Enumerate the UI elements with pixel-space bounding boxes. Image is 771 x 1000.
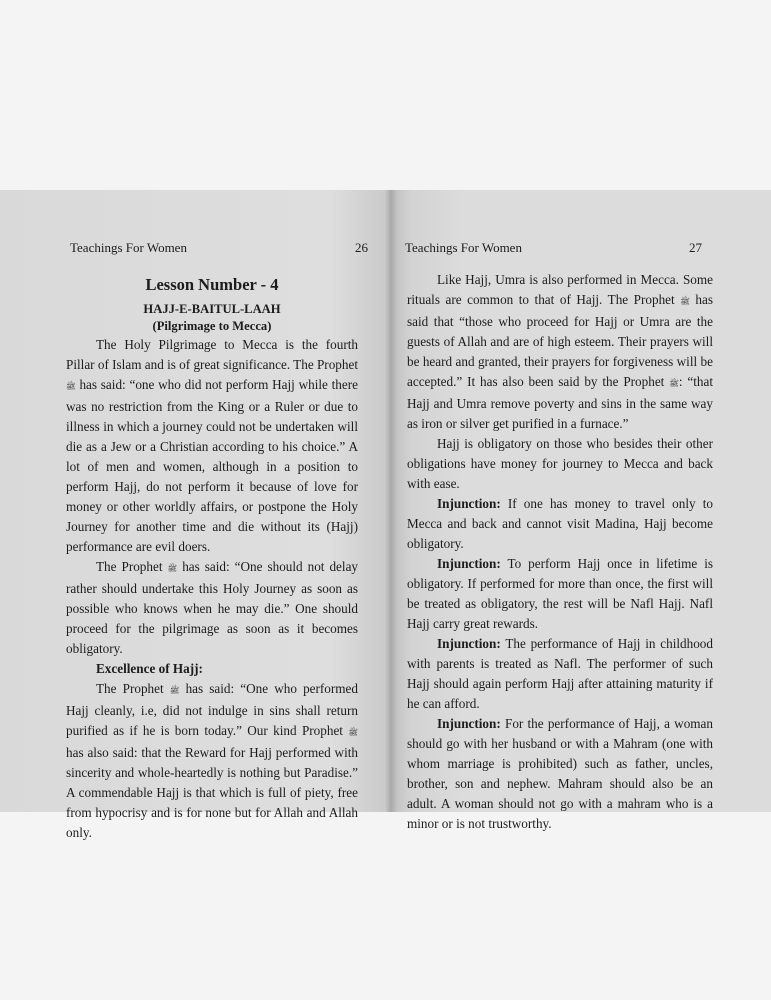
lesson-subtitle-english: (Pilgrimage to Mecca) [152, 319, 272, 333]
injunction-label: Injunction: [437, 636, 501, 651]
injunction-paragraph: Injunction: If one has money to travel only to Mecca and back and cannot visit Madina, Hajj become obligatory. [407, 496, 713, 551]
section-heading: Excellence of Hajj: [96, 661, 203, 676]
injunction-label: Injunction: [437, 556, 501, 571]
pbuh-symbol-icon: ﷺ [680, 297, 690, 306]
injunction-paragraph: Injunction: The performance of Hajj in childhood with parents is treated as Nafl. The performer of such Hajj should again perform Hajj after attaining maturity if he can afford. [407, 636, 713, 711]
injunction-label: Injunction: [437, 716, 501, 731]
injunction-paragraph: Injunction: To perform Hajj once in lifetime is obligatory. If performed for more than once, the first will be treated as obligatory, the rest will be Nafl Hajj. Nafl Hajj carry great rewards. [407, 556, 714, 631]
pbuh-symbol-icon: ﷺ [169, 686, 180, 695]
page-number: 26 [355, 240, 368, 255]
injunction-label: Injunction: [437, 496, 501, 511]
lesson-title: Lesson Number - 4 [145, 275, 279, 294]
running-head: Teachings For Women [405, 240, 522, 255]
left-page [0, 190, 389, 840]
pbuh-symbol-icon: ﷺ [66, 382, 76, 391]
pbuh-symbol-icon: ﷺ [167, 564, 178, 573]
running-head: Teachings For Women [70, 240, 187, 255]
injunction-paragraph: Injunction: For the performance of Hajj, a woman should go with her husband or with a Mahram (one with whom marriage is prohibited) such as father, uncles, brother, son and nephew. Mahram should also be an adult. A woman should not go with a mahram who is a minor or is not trustworthy. [407, 716, 713, 831]
book-gutter [384, 190, 398, 812]
pbuh-symbol-icon: ﷺ [669, 379, 679, 388]
lesson-subtitle: HAJJ-E-BAITUL-LAAH [143, 302, 281, 316]
pbuh-symbol-icon: ﷺ [348, 728, 358, 737]
left-text-block [66, 273, 358, 843]
page-number: 27 [689, 240, 702, 255]
paragraph: The Prophet ﷺ has said: “One who performed Hajj cleanly, i.e, did not indulge in sins shall return purified as if he is born today.” Our kind Prophet ﷺ has also said: that the Reward for Hajj performed with sincerity and whole-heartedly is nothing but Paradise.” A commendable Hajj is that which is full of piety, free from hypocrisy and is for none but for Allah and Allah only. [66, 681, 359, 840]
paragraph: The Holy Pilgrimage to Mecca is the fourth Pillar of Islam and is of great significance. The Prophet ﷺ has said: “one who did not perform Hajj while there was no restriction from the King or a Ruler or due to illness in which a journey could not be undertaken will die as a Jew or a Christian according to his choice.” A lot of men and women, although in a position to perform Hajj, do not perform it because of love for money or other worldly affairs, or postpone the Holy Journey for another time and die without its (Hajj) performance are evil doers. [66, 337, 358, 554]
right-page [389, 190, 771, 831]
right-text-block [407, 270, 713, 834]
paragraph: Like Hajj, Umra is also performed in Mecca. Some rituals are common to that of Hajj. The Prophet ﷺ has said that “those who proceed for Hajj or Umra are the guests of Allah and are of high esteem. Their prayers will be heard and granted, their prayers for forgiveness will be accepted.” It has also been said by the Prophet ﷺ: “that Hajj and Umra remove poverty and sins in the same way as iron or silver get purified in a furnace.” [407, 272, 714, 431]
paragraph: Hajj is obligatory on those who besides their other obligations have money for journey to Mecca and back with ease. [407, 436, 713, 491]
paragraph: The Prophet ﷺ has said: “One should not delay rather should undertake this Holy Journey as soon as possible who knows when he may die.” One should proceed for the pilgrimage as soon as it becomes obligatory. [66, 559, 359, 656]
